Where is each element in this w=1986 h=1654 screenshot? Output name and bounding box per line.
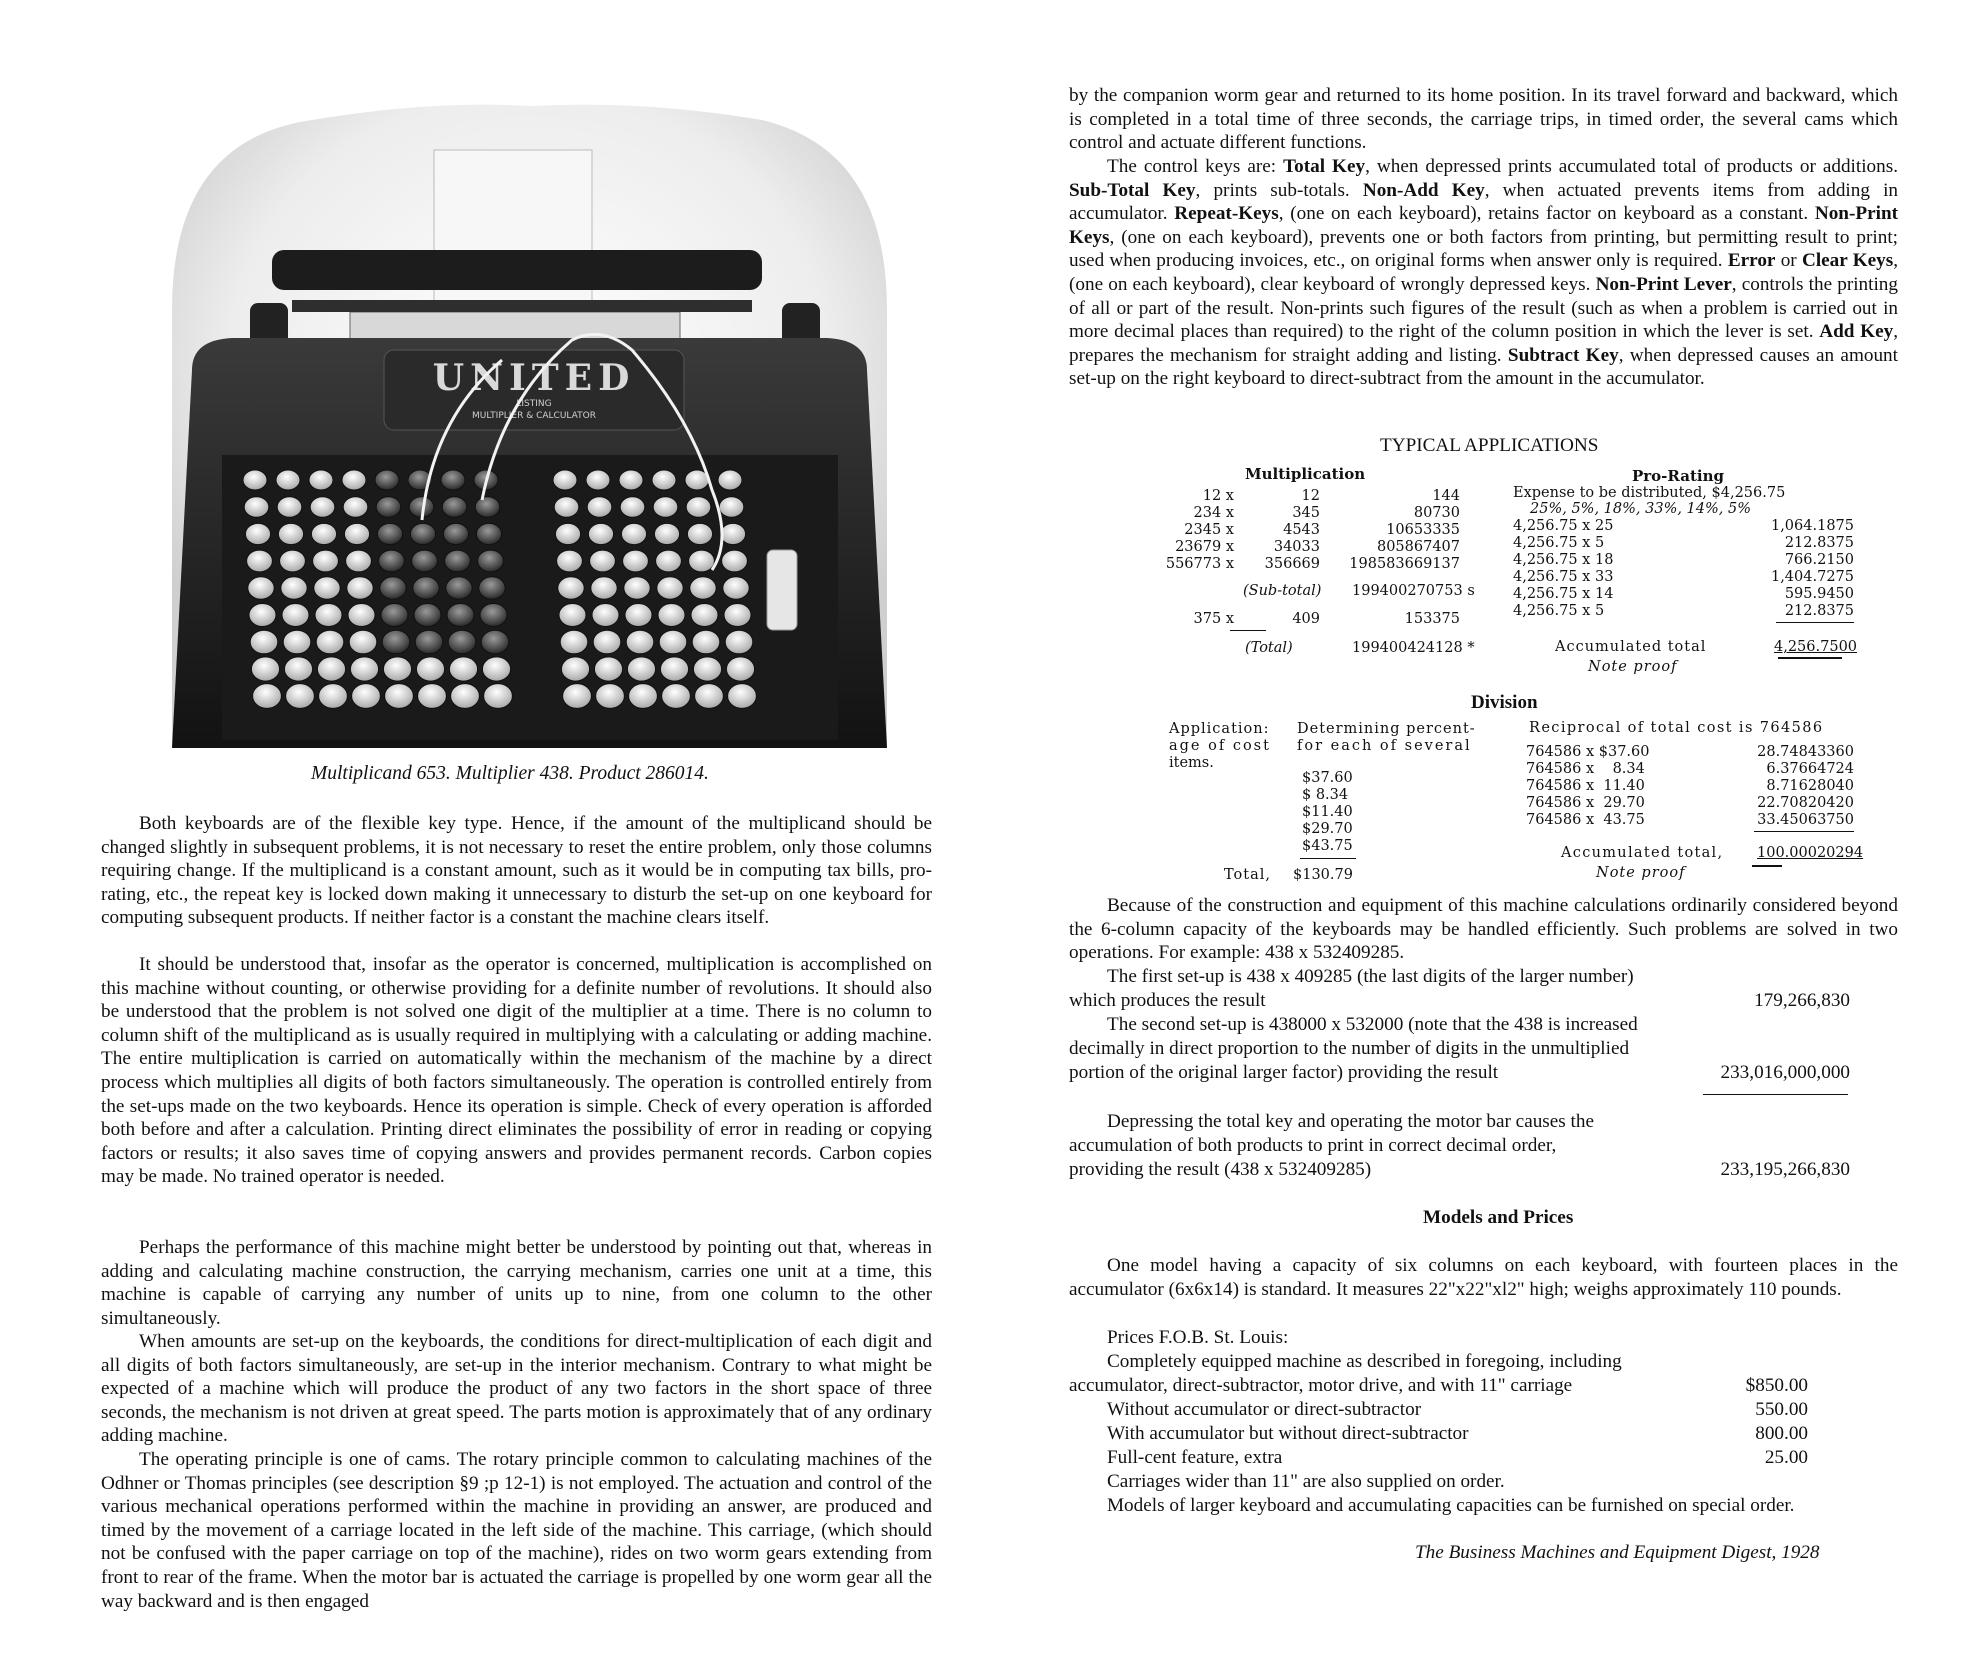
div-calc: 764586 x $37.60	[1526, 744, 1650, 760]
nameplate-brand: UNITED	[432, 357, 636, 399]
price-first-line-1: Completely equipped machine as described in foregoing, including	[1107, 1351, 1622, 1372]
keyboard-key	[659, 630, 687, 654]
mult-a: 556773 x	[1165, 556, 1234, 572]
keyboard-key	[447, 604, 474, 627]
keyboard-key	[244, 497, 269, 518]
keyboard-key	[347, 577, 373, 599]
depress-line-3: providing the result (438 x 532409285)	[1069, 1159, 1372, 1180]
keyboard-key	[561, 657, 589, 681]
models-title: Models and Prices	[1423, 1207, 1574, 1228]
mult-c: 153375	[1404, 611, 1460, 627]
div-det-line: for each of several	[1297, 738, 1472, 754]
left-paragraph-2: It should be understood that, insofar as the operator is concerned, multiplication is accomplished on this machine without counting, or otherwise providing for a definite number of revolutions. It should also be understood that the problem is not solved one digit of the multiplier at a time. There is no column to column shift of the multiplicand as is usually required in multiplying with a calculating or adding machine. The entire multiplication is carried on automatically within the mechanism of the machine by a direct process which multiplies all digits of both factors simultaneously. The operation is controlled entirely from the set-ups made on the two keyboards. Hence its operation is simple. Check of every operation is afforded both before and after a calculation. Printing direct eliminates the possibility of error in reading or copying factors or results; it also saves time of copying answers and provides permanent records. Carbon copies may be made. No trained operator is needed.	[101, 954, 932, 1188]
left-paragraph-3: Perhaps the performance of this machine might better be understood by pointing out that, whereas in adding and calculating machine construction, the carrying mechanism, carries one unit at a time, this machine is capable of carrying any number of units up to nine, from one column to the other simultaneously.	[101, 1237, 932, 1329]
div-calc: 764586 x 11.40	[1526, 778, 1645, 794]
keyboard-key	[342, 470, 366, 490]
subtotal-value: 199400270753 s	[1352, 583, 1475, 599]
keyboard-key	[413, 577, 439, 599]
keyboard-key	[248, 577, 274, 599]
keyboard-key	[314, 577, 340, 599]
first-setup-value: 179,266,830	[1754, 990, 1850, 1011]
machine-photo	[172, 100, 887, 748]
keyboard-key	[557, 550, 583, 572]
div-result: 28.74843360	[1757, 744, 1854, 760]
div-acc-value: 100.00020294	[1757, 845, 1864, 861]
keyboard-key	[621, 523, 646, 544]
control-key-text: , when depressed causes an amount set-up on the right keyboard to direct-subtract from the amount in the accumulator.	[1069, 344, 1898, 390]
keyboard-key	[475, 497, 500, 518]
keyboard-key	[478, 550, 504, 572]
div-amount: $43.75	[1302, 838, 1353, 854]
keyboard-key	[586, 470, 610, 490]
keyboard-key	[443, 523, 468, 544]
keyboard-key	[379, 550, 405, 572]
keyboard-key	[726, 657, 754, 681]
mult-b: 4543	[1283, 522, 1320, 538]
source-citation: The Business Machines and Equipment Digest, 1928	[1415, 1542, 1820, 1563]
keyboard-key	[718, 470, 742, 490]
keyboard-key	[344, 523, 369, 544]
control-key-text: or	[1775, 250, 1802, 272]
price-value: 550.00	[1755, 1399, 1808, 1420]
keyboard-key	[482, 657, 510, 681]
keyboard-key	[555, 523, 580, 544]
div-total-value: $130.79	[1293, 867, 1353, 883]
pro-rating-title: Pro-Rating	[1632, 467, 1724, 485]
keyboard-key	[343, 497, 368, 518]
keyboard-key	[588, 523, 613, 544]
div-result: 33.45063750	[1757, 812, 1854, 828]
control-key-name: Non-Print Keys	[1069, 203, 1898, 248]
keyboard-key	[277, 497, 302, 518]
depress-line-2: accumulation of both products to print in correct decimal order,	[1069, 1135, 1557, 1156]
total-value: 199400424128 *	[1352, 640, 1475, 656]
price-item: Without accumulator or direct-subtractor	[1107, 1399, 1422, 1420]
keyboard-key	[620, 497, 645, 518]
keyboard-key	[309, 470, 333, 490]
second-setup-line-3: portion of the original larger factor) providing the result	[1069, 1062, 1499, 1083]
div-calc: 764586 x 8.34	[1526, 761, 1645, 777]
pro-calc: 4,256.75 x 18	[1513, 552, 1614, 568]
control-key-name: Repeat-Keys	[1174, 203, 1279, 225]
larger-models-note: Models of larger keyboard and accumulating capacities can be furnished on special order.	[1107, 1495, 1795, 1516]
div-app-line: items.	[1169, 755, 1214, 771]
keyboard-key	[350, 657, 378, 681]
keyboard-key	[445, 550, 471, 572]
pro-rule	[1776, 622, 1854, 623]
second-setup-line-1: The second set-up is 438000 x 532000 (note that the 438 is increased	[1107, 1014, 1638, 1035]
keyboard-key	[594, 657, 622, 681]
mult-b: 12	[1301, 488, 1320, 504]
div-note-rule	[1752, 865, 1782, 867]
keyboard-key	[352, 684, 381, 709]
pro-result: 595.9450	[1784, 586, 1854, 602]
keyboard-key	[627, 657, 655, 681]
keyboard-key	[281, 577, 307, 599]
mult-c: 198583669137	[1349, 556, 1460, 572]
keyboard-key	[313, 550, 339, 572]
keyboard-key	[691, 604, 718, 627]
keyboard-key	[623, 550, 649, 572]
keyboard-key	[724, 604, 751, 627]
pro-note: Note proof	[1588, 659, 1678, 675]
div-app-line: age of cost	[1169, 738, 1271, 754]
keyboard-key	[442, 497, 467, 518]
keyboard-key	[553, 470, 577, 490]
keyboard-key	[249, 604, 276, 627]
pro-result: 1,404.7275	[1770, 569, 1854, 585]
keyboard-key	[250, 630, 278, 654]
keyboard-key	[480, 604, 507, 627]
price-value: 800.00	[1755, 1423, 1808, 1444]
keyboard-key	[311, 523, 336, 544]
price-item: With accumulator but without direct-subtractor	[1107, 1423, 1469, 1444]
keyboard-key	[416, 657, 444, 681]
price-item: Full-cent feature, extra	[1107, 1447, 1283, 1468]
keyboard-key	[652, 470, 676, 490]
div-amount-rule	[1300, 858, 1356, 859]
control-key-text: , (one on each keyboard), prevents one or both factors from printing, but permitting result to print; used when producing invoices, etc., on original forms when answer only is required.	[1069, 226, 1898, 272]
pro-calc: 4,256.75 x 25	[1513, 518, 1614, 534]
div-det-line: Determining percent-	[1297, 721, 1476, 737]
right-continuation: by the companion worm gear and returned to its home position. In its travel forward and backward, which is completed in a total time of three seconds, the carriage trips, in timed order, the several cams which control and actuate different functions.	[1069, 85, 1898, 154]
keyboard-key	[380, 577, 406, 599]
depress-value: 233,195,266,830	[1720, 1159, 1850, 1180]
keyboard-key	[282, 604, 309, 627]
second-setup-line-2: decimally in direct proportion to the number of digits in the unmultiplied	[1069, 1038, 1630, 1059]
keyboard-key	[653, 497, 678, 518]
keyboard-key	[658, 604, 685, 627]
keyboard-key	[654, 523, 679, 544]
control-key-name: Sub-Total Key	[1069, 179, 1196, 201]
keyboard-key	[723, 577, 749, 599]
keyboard-key	[448, 630, 476, 654]
keyboard-key	[689, 550, 715, 572]
mult-b: 34033	[1273, 539, 1320, 555]
div-calc: 764586 x 43.75	[1526, 812, 1645, 828]
mult-a: 234 x	[1193, 505, 1234, 521]
mult-b: 345	[1292, 505, 1320, 521]
keyboard-key	[592, 604, 619, 627]
multiplication-title: Multiplication	[1245, 465, 1366, 483]
keyboard-key	[251, 657, 279, 681]
keyboard-key	[245, 523, 270, 544]
pro-result: 212.8375	[1784, 535, 1854, 551]
price-first-line-2: accumulator, direct-subtractor, motor drive, and with 11" carriage	[1069, 1375, 1573, 1396]
div-reciprocal: Reciprocal of total cost is 764586	[1529, 720, 1824, 736]
keyboard-key	[560, 630, 588, 654]
first-setup-line-2: which produces the result	[1069, 990, 1266, 1011]
keyboard-key	[381, 604, 408, 627]
div-result: 8.71628040	[1766, 778, 1854, 794]
keyboard-key	[725, 630, 753, 654]
div-note: Note proof	[1596, 865, 1686, 881]
keyboard-key	[441, 470, 465, 490]
mult-a: 2345 x	[1184, 522, 1234, 538]
control-key-text: , controls the printing of all or part of the result. Non-prints such figures of the result (such as when a problem is carried out in more decimal places than required) to the right of the column position in which the lever is set.	[1069, 273, 1898, 343]
div-result-rule	[1754, 831, 1854, 832]
keyboard-key	[317, 657, 345, 681]
pro-line-1: Expense to be distributed, $4,256.75	[1513, 485, 1786, 501]
mult-c: 80730	[1413, 505, 1460, 521]
sum-rule	[1703, 1094, 1848, 1095]
pro-result: 212.8375	[1784, 603, 1854, 619]
div-total-label: Total,	[1224, 867, 1271, 883]
control-key-text: , prepares the mechanism for straight adding and listing.	[1069, 321, 1899, 366]
pro-calc: 4,256.75 x 14	[1513, 586, 1614, 602]
control-key-name: Clear Keys	[1801, 250, 1894, 272]
keyboard-key	[346, 550, 372, 572]
keyboard-key	[375, 470, 399, 490]
division-title: Division	[1471, 692, 1538, 713]
keyboard-key	[687, 523, 712, 544]
subtotal-label: (Sub-total)	[1243, 583, 1322, 599]
mult-b: 409	[1292, 611, 1320, 627]
pro-result: 1,064.1875	[1770, 518, 1854, 534]
total-label: (Total)	[1245, 640, 1293, 656]
first-setup-line-1: The first set-up is 438 x 409285 (the last digits of the larger number)	[1107, 966, 1634, 987]
keyboard-key	[286, 684, 315, 709]
div-result: 6.37664724	[1766, 761, 1854, 777]
keyboard-key	[587, 497, 612, 518]
control-key-text: , (one on each keyboard), clear keyboard of wrongly depressed keys.	[1069, 250, 1898, 295]
keyboard-key	[412, 550, 438, 572]
keyboard-key	[414, 604, 441, 627]
keyboard-key	[728, 684, 757, 709]
keyboard-key	[662, 684, 691, 709]
nameplate-sub1: LISTING	[516, 399, 552, 409]
keyboard-key	[619, 470, 643, 490]
keyboard-key	[377, 523, 402, 544]
keyboard-key	[657, 577, 683, 599]
keyboard-key	[692, 630, 720, 654]
control-key-name: Non-Print Lever	[1595, 273, 1732, 295]
keyboard-key	[554, 497, 579, 518]
left-paragraph-1: Both keyboards are of the flexible key type. Hence, if the amount of the multiplicand should be changed slightly in subsequent problems, it is not necessary to reset the entire problem, only those columns requiring change. If the multiplicand is a constant amount, such as it would be in computing tax bills, pro-rating, etc., the repeat key is locked down making it unnecessary to disturb the set-up on one keyboard for computing subsequent products. If neither factor is a constant the machine clears itself.	[101, 813, 932, 929]
keyboard-key	[319, 684, 348, 709]
keyboard-key	[558, 577, 584, 599]
keyboard-key	[348, 604, 375, 627]
control-key-text: , when actuated prevents items from adding in accumulator.	[1069, 179, 1898, 225]
keyboard-key	[382, 630, 410, 654]
keyboard-key	[720, 523, 745, 544]
keyboard-key	[284, 657, 312, 681]
control-key-text: The control keys are:	[1107, 156, 1284, 177]
keyboard-key	[446, 577, 472, 599]
keyboard-key	[660, 657, 688, 681]
control-key-name: Subtract Key	[1507, 344, 1619, 366]
keyboard-key	[590, 550, 616, 572]
control-key-text: , when depressed prints accumulated total of products or additions.	[1365, 156, 1899, 177]
keyboard-key	[625, 604, 652, 627]
pro-acc-label: Accumulated total	[1555, 639, 1707, 655]
keyboard-key	[376, 497, 401, 518]
price-value: 25.00	[1764, 1447, 1808, 1468]
keyboard-key	[693, 657, 721, 681]
div-amount: $ 8.34	[1302, 787, 1349, 803]
keyboard-key	[276, 470, 300, 490]
keyboard-key	[479, 577, 505, 599]
keyboard-key	[686, 497, 711, 518]
left-paragraph-5: The operating principle is one of cams. The rotary principle common to calculating machines of the Odhner or Thomas principles (see description §9 ;p 12-1) is not employed. The actuation and control of the various mechanical operations performed within the machine in providing an answer, are produced and timed by the movement of a carriage located in the left side of the machine. This carriage, (which should not be confused with the paper carriage on top of the machine), rides on two worm gears extending from front to rear of the frame. When the motor bar is actuated the carriage is propelled by one worm gear all the way backward and is then engaged	[101, 1449, 932, 1612]
pro-result: 766.2150	[1784, 552, 1854, 568]
keyboard-key	[278, 523, 303, 544]
keyboard-key	[593, 630, 621, 654]
keyboard-key	[449, 657, 477, 681]
keyboard-key	[484, 684, 513, 709]
keyboard-key	[624, 577, 650, 599]
keyboard-key	[253, 684, 282, 709]
pro-calc: 4,256.75 x 33	[1513, 569, 1614, 585]
keyboard-key	[476, 523, 501, 544]
mult-a: 12 x	[1202, 488, 1234, 504]
keyboard-key	[383, 657, 411, 681]
keyboard-key	[349, 630, 377, 654]
mult-rule	[1230, 630, 1266, 631]
keyboard-key	[719, 497, 744, 518]
div-amount: $11.40	[1302, 804, 1353, 820]
pro-calc: 4,256.75 x 5	[1513, 535, 1605, 551]
div-acc-label: Accumulated total,	[1561, 845, 1724, 861]
keyboard-key	[559, 604, 586, 627]
keyboard-key	[722, 550, 748, 572]
pro-line-2: 25%, 5%, 18%, 33%, 14%, 5%	[1530, 501, 1752, 517]
keyboard-key	[316, 630, 344, 654]
div-app-line: Application:	[1169, 721, 1270, 737]
pro-calc: 4,256.75 x 5	[1513, 603, 1605, 619]
keyboard-key	[410, 523, 435, 544]
div-amount: $37.60	[1302, 770, 1353, 786]
mult-c: 10653335	[1386, 522, 1460, 538]
control-keys-paragraph	[1069, 155, 1898, 391]
keyboard-key	[310, 497, 335, 518]
keyboard-key	[656, 550, 682, 572]
mult-c: 144	[1432, 488, 1460, 504]
keyboard-key	[626, 630, 654, 654]
keyboard-key	[563, 684, 592, 709]
models-paragraph: One model having a capacity of six columns on each keyboard, with fourteen places in the accumulator (6x6x14) is standard. It measures 22"x22"xl2" high; weighs approximately 110 pounds.	[1069, 1255, 1898, 1300]
keyboard-key	[596, 684, 625, 709]
typical-applications-title: TYPICAL APPLICATIONS	[1380, 435, 1599, 456]
keyboard-key	[690, 577, 716, 599]
control-key-text: , prints sub-totals.	[1195, 179, 1363, 201]
keyboard-key	[385, 684, 414, 709]
control-key-name: Error	[1727, 250, 1776, 272]
pro-acc-value: 4,256.7500	[1774, 639, 1858, 655]
depress-line-1: Depressing the total key and operating the motor bar causes the	[1107, 1111, 1594, 1132]
keyboard-key	[481, 630, 509, 654]
price-first-value: $850.00	[1745, 1375, 1808, 1396]
control-key-name: Non-Add Key	[1362, 179, 1485, 201]
mult-b: 356669	[1264, 556, 1320, 572]
div-result: 22.70820420	[1757, 795, 1854, 811]
left-paragraph-4: When amounts are set-up on the keyboards, the conditions for direct-multiplication of each digit and all digits of both factors simultaneously, are set-up in the interior mechanism. Contrary to what might be expected of a machine which will produce the product of any two factors in the short space of three seconds, the mechanism is not driven at great speed. The parts motion is approximately that of any ordinary adding machine.	[101, 1331, 932, 1447]
control-key-text: , (one on each keyboard), retains factor on keyboard as a constant.	[1278, 203, 1815, 225]
prices-heading: Prices F.O.B. St. Louis:	[1107, 1327, 1289, 1348]
keyboard-key	[247, 550, 273, 572]
wider-carriages-note: Carriages wider than 11" are also supplied on order.	[1107, 1471, 1505, 1492]
div-amount: $29.70	[1302, 821, 1353, 837]
div-calc: 764586 x 29.70	[1526, 795, 1645, 811]
keyboard-key	[629, 684, 658, 709]
photo-caption: Multiplicand 653. Multiplier 438. Product 286014.	[311, 763, 709, 784]
keyboard-key	[283, 630, 311, 654]
mult-a: 23679 x	[1175, 539, 1234, 555]
control-key-name: Add Key	[1819, 321, 1894, 343]
keyboard-key	[315, 604, 342, 627]
keyboard-key	[418, 684, 447, 709]
mult-c: 805867407	[1376, 539, 1460, 555]
nameplate-sub2: MULTIPLIER & CALCULATOR	[472, 411, 596, 421]
keyboard-key	[451, 684, 480, 709]
second-setup-value: 233,016,000,000	[1720, 1062, 1850, 1083]
keyboard-key	[591, 577, 617, 599]
pro-note-rule	[1778, 657, 1842, 659]
keyboard-key	[243, 470, 267, 490]
keyboard-key	[695, 684, 724, 709]
mult-a: 375 x	[1193, 611, 1234, 627]
control-key-name: Total Key	[1283, 156, 1366, 177]
keyboard-key	[415, 630, 443, 654]
because-paragraph: Because of the construction and equipment of this machine calculations ordinarily considered beyond the 6-column capacity of the keyboards may be handled efficiently. Such problems are solved in two operations. For example: 438 x 532409285.	[1069, 895, 1898, 964]
keyboard-key	[280, 550, 306, 572]
